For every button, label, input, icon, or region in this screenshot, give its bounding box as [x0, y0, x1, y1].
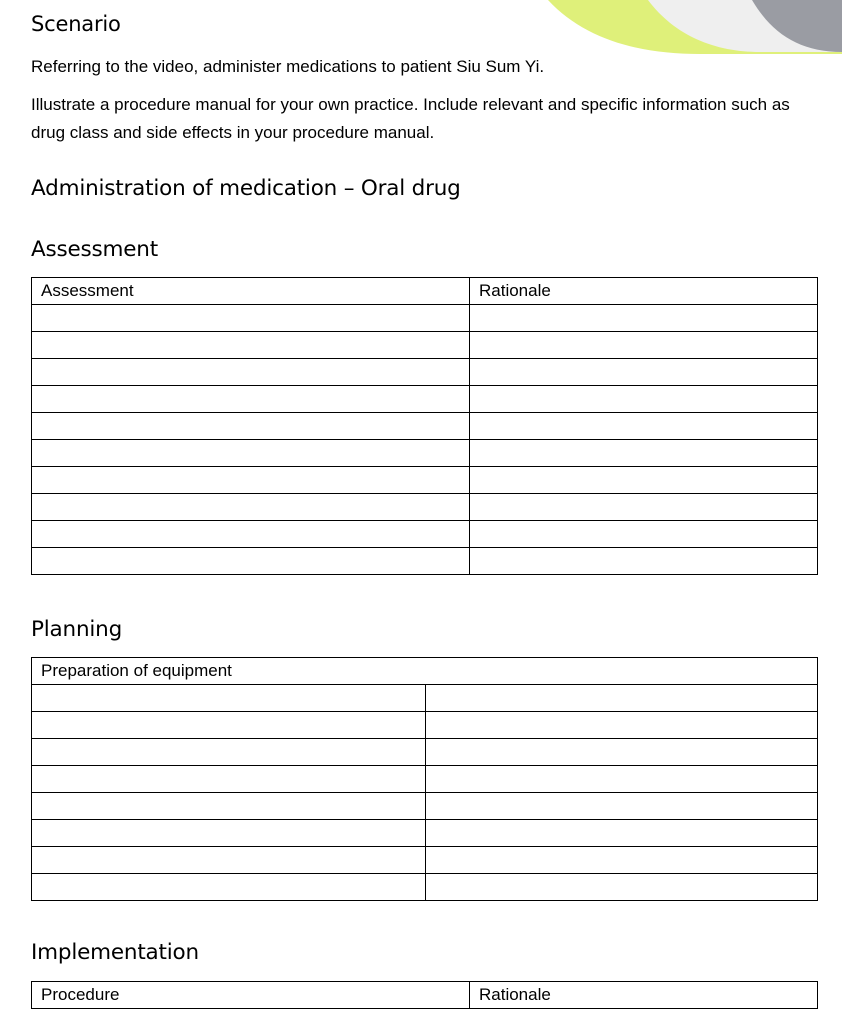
lime-swoosh — [548, 0, 842, 54]
assessment-empty-cell[interactable] — [470, 359, 818, 386]
planning-empty-row — [32, 766, 818, 793]
assessment-table — [31, 277, 818, 575]
planning-empty-cell[interactable] — [32, 739, 426, 766]
planning-empty-cell[interactable] — [32, 820, 426, 847]
assessment-empty-row — [32, 467, 818, 494]
planning-empty-cell[interactable] — [426, 739, 818, 766]
scenario-paragraph-2: Illustrate a procedure manual for your own practice. Include relevant and specific information such as drug class and side effects in your procedure manual. — [31, 95, 790, 142]
assessment-empty-cell[interactable] — [470, 332, 818, 359]
assessment-empty-row — [32, 548, 818, 575]
planning-empty-cell[interactable] — [426, 847, 818, 874]
assessment-empty-cell[interactable] — [32, 548, 470, 575]
assessment-empty-row — [32, 440, 818, 467]
light-gray-swoosh — [648, 0, 842, 52]
planning-empty-row — [32, 847, 818, 874]
assessment-col-header: Assessment — [32, 278, 470, 305]
implementation-table — [31, 981, 818, 1009]
dark-gray-swoosh — [752, 0, 842, 52]
assessment-empty-cell[interactable] — [32, 359, 470, 386]
planning-empty-row — [32, 874, 818, 901]
planning-empty-cell[interactable] — [426, 712, 818, 739]
assessment-empty-cell[interactable] — [32, 440, 470, 467]
planning-empty-cell[interactable] — [32, 874, 426, 901]
scenario-heading: Scenario — [31, 12, 121, 36]
planning-empty-row — [32, 739, 818, 766]
preparation-of-equipment-header: Preparation of equipment — [32, 658, 818, 685]
assessment-empty-cell[interactable] — [470, 521, 818, 548]
planning-header-row — [32, 658, 818, 685]
planning-empty-cell[interactable] — [32, 793, 426, 820]
planning-empty-cell[interactable] — [426, 793, 818, 820]
assessment-empty-cell[interactable] — [470, 386, 818, 413]
scenario-paragraph-1: Referring to the video, administer medications to patient Siu Sum Yi. — [31, 57, 545, 76]
header-decoration — [0, 0, 842, 60]
planning-table — [31, 657, 818, 901]
assessment-empty-cell[interactable] — [470, 467, 818, 494]
assessment-empty-row — [32, 521, 818, 548]
assessment-empty-cell[interactable] — [470, 440, 818, 467]
assessment-empty-row — [32, 332, 818, 359]
assessment-empty-row — [32, 359, 818, 386]
assessment-empty-cell[interactable] — [470, 413, 818, 440]
planning-empty-row — [32, 820, 818, 847]
planning-empty-cell[interactable] — [32, 766, 426, 793]
planning-empty-cell[interactable] — [32, 712, 426, 739]
planning-empty-cell[interactable] — [426, 820, 818, 847]
planning-heading: Planning — [31, 617, 123, 642]
planning-empty-cell[interactable] — [426, 766, 818, 793]
assessment-empty-row — [32, 386, 818, 413]
assessment-empty-cell[interactable] — [32, 521, 470, 548]
assessment-empty-cell[interactable] — [32, 467, 470, 494]
assessment-empty-row — [32, 494, 818, 521]
assessment-empty-cell[interactable] — [32, 494, 470, 521]
assessment-heading: Assessment — [31, 237, 158, 262]
implementation-heading: Implementation — [31, 940, 199, 965]
implementation-rationale-col-header: Rationale — [470, 982, 818, 1009]
assessment-empty-cell[interactable] — [470, 305, 818, 332]
assessment-empty-row — [32, 413, 818, 440]
main-title: Administration of medication – Oral drug — [31, 176, 461, 201]
planning-empty-cell[interactable] — [32, 847, 426, 874]
rationale-col-header: Rationale — [470, 278, 818, 305]
planning-empty-row — [32, 685, 818, 712]
assessment-empty-cell[interactable] — [32, 332, 470, 359]
implementation-header-row — [32, 982, 818, 1009]
planning-empty-cell[interactable] — [32, 685, 426, 712]
assessment-empty-cell[interactable] — [32, 386, 470, 413]
planning-empty-row — [32, 793, 818, 820]
planning-empty-cell[interactable] — [426, 685, 818, 712]
planning-empty-row — [32, 712, 818, 739]
assessment-empty-cell[interactable] — [470, 548, 818, 575]
assessment-header-row — [32, 278, 818, 305]
assessment-empty-cell[interactable] — [470, 494, 818, 521]
assessment-empty-cell[interactable] — [32, 413, 470, 440]
assessment-empty-row — [32, 305, 818, 332]
planning-empty-cell[interactable] — [426, 874, 818, 901]
procedure-col-header: Procedure — [32, 982, 470, 1009]
assessment-empty-cell[interactable] — [32, 305, 470, 332]
